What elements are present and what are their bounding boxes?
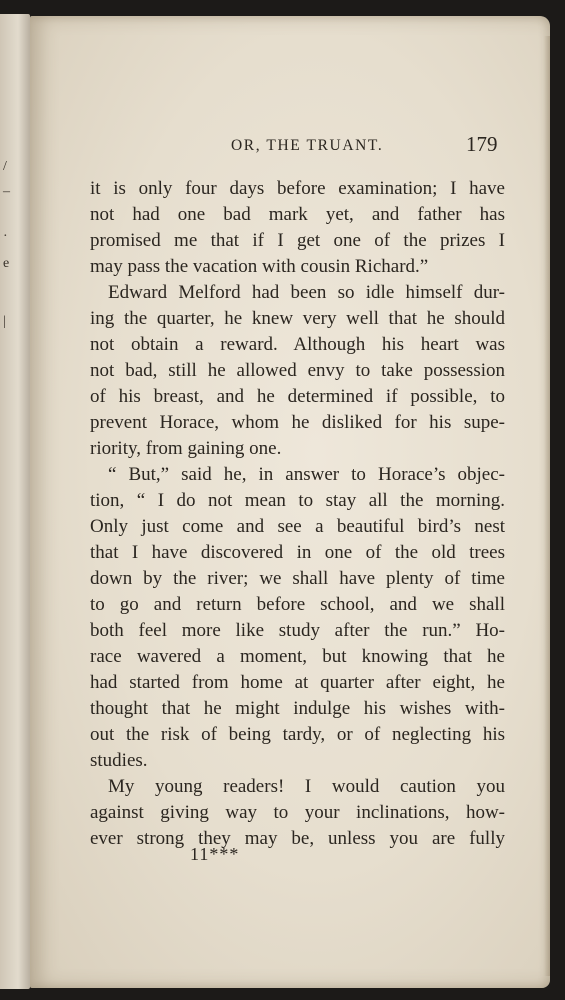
page-header [30, 132, 498, 162]
running-head: OR, THE TRUANT. [231, 137, 384, 154]
facing-page-mark: – [3, 184, 10, 199]
text-line: against giving way to your inclinations, how- [90, 802, 505, 823]
page-number: 179 [466, 132, 498, 156]
text-line: it is only four days before examination; I have [90, 178, 505, 199]
text-line: down by the river; we shall have plenty of time [90, 568, 505, 589]
page-edge-shadow [544, 36, 550, 976]
text-line: that I have discovered in one of the old trees [90, 542, 505, 563]
text-line: to go and return before school, and we shall [90, 594, 505, 615]
signature-mark: 11*** [190, 844, 240, 864]
text-line: Edward Melford had been so idle himself dur- [108, 282, 505, 303]
text-line: My young readers! I would caution you [108, 776, 505, 797]
text-line: Only just come and see a beautiful bird’s nest [90, 516, 505, 537]
facing-page-edge [0, 14, 30, 989]
facing-page-mark: | [3, 314, 6, 329]
text-line: ever strong they may be, unless you are fully [90, 828, 505, 849]
text-line: thought that he might indulge his wishes with- [90, 698, 505, 719]
text-line: ing the quarter, he knew very well that he should [90, 308, 505, 329]
text-line: may pass the vacation with cousin Richard.” [90, 256, 429, 277]
text-line: of his breast, and he determined if possible, to [90, 386, 505, 407]
book-page [30, 16, 550, 988]
facing-page-mark: e [3, 256, 10, 271]
text-line: out the risk of being tardy, or of neglecting his [90, 724, 505, 745]
text-line: “ But,” said he, in answer to Horace’s objec- [108, 464, 505, 485]
text-line: race wavered a moment, but knowing that he [90, 646, 505, 667]
text-line: had started from home at quarter after eight, he [90, 672, 505, 693]
text-line: promised me that if I get one of the prizes I [90, 230, 505, 251]
text-line: prevent Horace, whom he disliked for his supe- [90, 412, 505, 433]
text-line: studies. [90, 750, 148, 771]
body-text [90, 176, 505, 852]
facing-page-mark: / [3, 159, 7, 174]
text-line: not had one bad mark yet, and father has [90, 204, 505, 225]
text-line: tion, “ I do not mean to stay all the morning. [90, 490, 505, 511]
text-line: not bad, still he allowed envy to take possession [90, 360, 505, 381]
text-line: both feel more like study after the run.” Ho- [90, 620, 505, 641]
text-line: riority, from gaining one. [90, 438, 282, 459]
facing-page-mark: · [3, 229, 8, 244]
text-line: not obtain a reward. Although his heart was [90, 334, 505, 355]
